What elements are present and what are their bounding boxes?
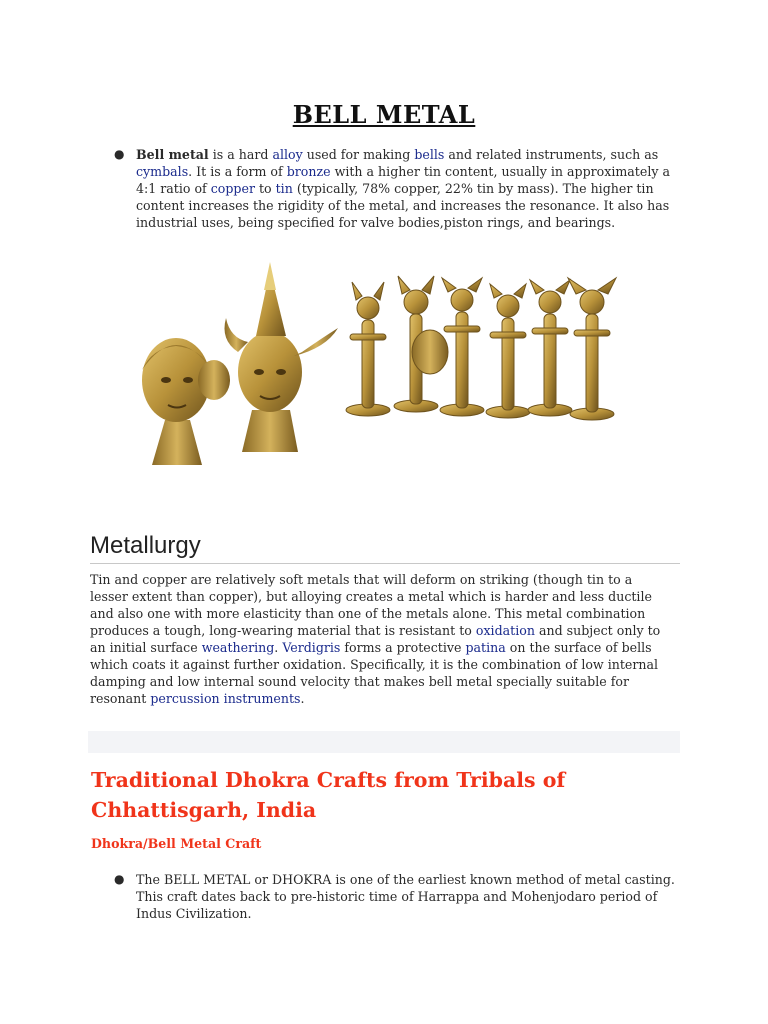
link-percussion-instruments[interactable]: percussion instruments (150, 691, 301, 706)
metallurgy-paragraph (90, 571, 670, 707)
bullet-icon: ● (114, 147, 125, 161)
text-run: forms a protective (340, 640, 466, 655)
text-run: . It is a form of (188, 164, 287, 179)
text-run: on the surface of bells which coats it against further oxidation. Specifically, it is the combination of low internal damping and low internal sound velocity that makes bell metal specially suitable for resonant (90, 640, 659, 706)
head-figure-left (142, 338, 230, 465)
link-oxidation[interactable]: oxidation (475, 623, 535, 638)
text-run: and subject only to an initial surface (90, 623, 661, 655)
text-run: Tin and copper are relatively soft metals that will deform on striking (though tin to a lesser extent than copper), but alloying creates a metal which is harder and less ductile and also one with more elasticity than one of the metals alone. This metal combination produces a tough, long-wearing material that is resistant to (90, 572, 652, 638)
text-run: (typically, 78% copper, 22% tin by mass). The higher tin content increases the rigidity of the metal, and increases the resonance. It also has industrial uses, being specified for valve bodies,piston rings, and bearings. (136, 181, 670, 230)
intro-bullet (114, 146, 674, 231)
heading-divider (90, 563, 680, 564)
link-tin[interactable]: tin (275, 181, 293, 196)
bold-term: Bell metal (136, 147, 209, 162)
head-figure-right (225, 262, 339, 452)
link-bells[interactable]: bells (414, 147, 445, 162)
text-run: to (254, 181, 276, 196)
link-weathering[interactable]: weathering (201, 640, 275, 655)
link-copper[interactable]: copper (210, 181, 255, 196)
text-run: with a higher tin content, usually in approximately a 4:1 ratio of (136, 164, 670, 196)
text-run: used for making (302, 147, 415, 162)
text-run: and related instruments, such as (444, 147, 659, 162)
blank-band (88, 731, 680, 753)
link-cymbals[interactable]: cymbals (136, 164, 189, 179)
link-alloy[interactable]: alloy (272, 147, 303, 162)
link-bronze[interactable]: bronze (286, 164, 331, 179)
dhokra-bullet (114, 871, 684, 922)
bullet-icon: ● (114, 872, 125, 886)
link-verdigris[interactable]: Verdigris (282, 640, 341, 655)
intro-text (136, 146, 674, 231)
subheading-dhokra-craft: Dhokra/Bell Metal Craft (91, 836, 262, 851)
link-patina[interactable]: patina (465, 640, 506, 655)
dhokra-bullet-text: The BELL METAL or DHOKRA is one of the earliest known method of metal casting. This craft dates back to pre-historic time of Harrappa and Mohenjodaro period of Indus Civilization. (136, 872, 675, 921)
section-heading-dhokra: Traditional Dhokra Crafts from Tribals of Chhattisgarh, India (91, 768, 566, 822)
small-figures-group (346, 276, 616, 420)
text-run: . (274, 640, 283, 655)
section-heading-metallurgy: Metallurgy (90, 532, 201, 559)
bell-metal-figurines-image (130, 260, 630, 475)
text-run: is a hard (208, 147, 273, 162)
text-run: . (300, 691, 305, 706)
page-title: BELL METAL (292, 100, 476, 129)
